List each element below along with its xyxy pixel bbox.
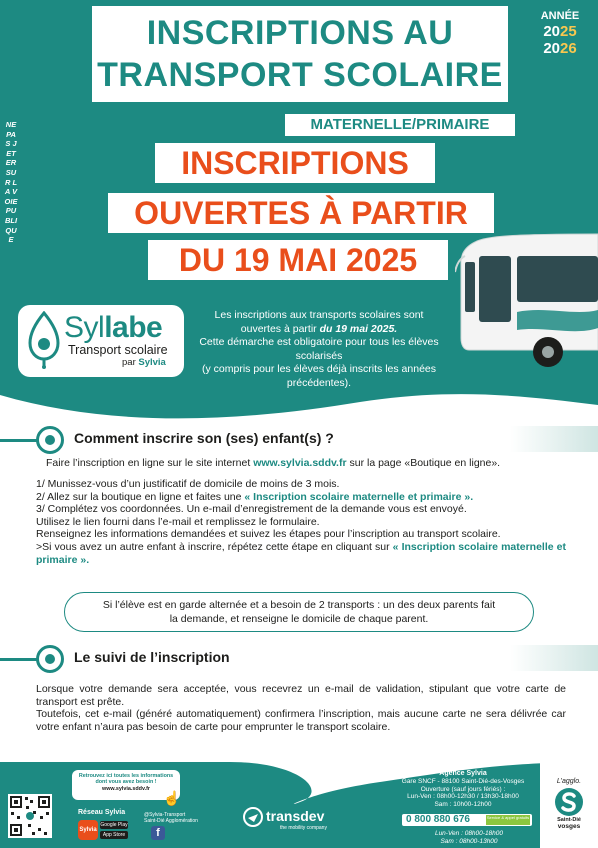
google-play-badge[interactable]: Google Play <box>100 822 128 828</box>
app-store-badge[interactable]: App Store <box>100 831 128 839</box>
agency-name: Agence Sylvia <box>439 770 487 777</box>
year-start-century: 20 <box>543 23 560 40</box>
bubble-line: dont vous avez besoin ! <box>95 779 157 786</box>
agency-address: Gare SNCF - 88100 Saint-Dié-des-Vosges <box>401 777 525 785</box>
school-year <box>530 10 590 57</box>
how-intro <box>46 457 586 469</box>
step-3-detail: Utilisez le lien fourni dans l’e-mail et remplissez le formulaire. <box>36 515 320 528</box>
syllabe-by-word: par <box>122 357 136 368</box>
agglo-label: L’agglo. <box>556 778 582 785</box>
step-1: 1/ Munissez-vous d’un justificatif de domicile de moins de 3 mois. <box>36 478 340 490</box>
year-end-suffix: 26 <box>560 40 577 57</box>
intro-line: scolarisés <box>295 349 343 362</box>
intro-text <box>188 309 450 391</box>
opening-line-3: DU 19 MAI 2025 <box>148 240 448 280</box>
agency-hours: Lun-Ven : 08h00-12h30 / 13h30-18h00 <box>407 793 519 801</box>
step-5 <box>36 541 566 566</box>
hand-pointer-icon: ☝ <box>163 790 181 806</box>
qr-code-graphic <box>8 794 52 838</box>
step-5-text: >Si vous avez un autre enfant à inscrire, répétez cette étape en cliquant sur <box>36 540 393 553</box>
opening-line-2: OUVERTES À PARTIR <box>108 193 494 233</box>
bullet-ring-icon <box>36 645 64 673</box>
intro-line: Les inscriptions aux transports scolaires sont <box>214 309 424 321</box>
follow-paragraph-1: Lorsque votre demande sera acceptée, vous recevrez un e-mail de validation, stipulant que votre carte de transport est prête. <box>36 683 566 708</box>
app-downloads <box>78 819 134 841</box>
reseau-label: Réseau Sylvia <box>78 809 126 816</box>
step-4: Renseignez les informations demandées et suivez les étapes pour l’inscription au transport scolaire. <box>36 528 501 541</box>
bubble-url-link[interactable]: www.sylvia.sddv.fr <box>102 785 150 792</box>
step-2 <box>36 491 566 504</box>
phone-number[interactable]: 0 800 880 676 <box>406 814 470 825</box>
facebook-handle-line: @Sylvia-Transport <box>144 812 186 818</box>
section-follow-heading <box>0 645 598 673</box>
bus-icon <box>455 232 598 382</box>
agglo-dept: vosges <box>557 823 581 830</box>
step-2-highlight: « Inscription scolaire maternelle et primaire ». <box>244 490 474 503</box>
intro-line: Cette démarche est obligatoire pour tous les élèves <box>199 336 439 349</box>
title-box <box>92 6 508 102</box>
follow-text <box>36 683 566 733</box>
agency-info <box>390 770 536 809</box>
facebook-handle <box>144 812 198 824</box>
year-end-century: 20 <box>543 40 560 57</box>
step-3: 3/ Complétez vos coordonnées. Un e-mail d’enregistrement de la demande vous est envoyé. <box>36 503 467 516</box>
section-title: Comment inscrire son (ses) enfant(s) ? <box>74 430 334 446</box>
free-call-badge: Service & appel gratuits <box>486 815 530 825</box>
phone-hours <box>406 830 532 845</box>
agency-hours: Sam : 10h00-12h00 <box>434 801 492 809</box>
school-level: MATERNELLE/PRIMAIRE <box>285 114 515 136</box>
syllabe-logo <box>18 305 184 377</box>
phone-box[interactable] <box>402 814 532 826</box>
intro-line: (y compris pour les élèves déjà inscrits les années <box>201 363 437 376</box>
year-start-suffix: 25 <box>560 23 577 40</box>
vertical-notice: NE PAS JETER SUR LA VOIE PUBLIQUE <box>4 120 18 245</box>
syllabe-word-b: labe <box>104 311 163 344</box>
bullet-dot <box>45 435 55 445</box>
phone-hours-line: Lun-Ven : 08h00-18h00 <box>434 830 504 837</box>
step-2-text: 2/ Allez sur la boutique en ligne et faites une <box>36 490 245 503</box>
steps-list <box>36 478 566 566</box>
syllabe-subtitle: Transport scolaire <box>68 343 168 357</box>
intro-line-part: ouvertes à partir <box>240 322 320 335</box>
section-fade <box>510 645 598 671</box>
bullet-ring-icon <box>36 426 64 454</box>
step-5-highlight: « Inscription scolaire maternelle et primaire ». <box>36 540 566 566</box>
syllabe-by <box>122 357 166 368</box>
section-rule <box>0 439 40 442</box>
agglo-city: Saint-Dié <box>557 817 581 823</box>
syllabe-word-a: Syl <box>64 311 105 344</box>
agency-opening: Ouverture (sauf jours fériés) : <box>420 785 506 793</box>
syllabe-wordmark <box>64 311 162 345</box>
title-line-2: TRANSPORT SCOLAIRE <box>97 56 503 94</box>
year-label: ANNÉE <box>540 10 580 22</box>
bullet-dot <box>45 654 55 664</box>
website-link[interactable]: www.sylvia.sddv.fr <box>253 457 347 469</box>
title-line-1: INSCRIPTIONS AU <box>146 14 454 52</box>
follow-paragraph-2: Toutefois, cet e-mail (généré automatiquement) confirmera l’inscription, mais aucune carte ne sera délivrée car votre enfant n’aura pas besoin de carte pour emprunter le transport scolaire. <box>36 708 566 733</box>
syllabe-by-brand: Sylvia <box>138 357 166 368</box>
qr-code-icon[interactable] <box>8 794 52 838</box>
transdev-logo-icon <box>242 806 264 828</box>
section-fade <box>510 426 598 452</box>
notice-line: Si l’élève est en garde alternée et a besoin de 2 transports : un des deux parents fait <box>102 599 496 611</box>
bubble-line: Retrouvez ici toutes les informations <box>78 773 174 779</box>
transdev-name: transdev <box>266 808 325 824</box>
intro-line <box>188 323 450 337</box>
facebook-handle-line: Saint-Dié Agglomération <box>144 818 198 824</box>
notice-line: la demande, et renseigne le domicile de chaque parent. <box>169 612 429 625</box>
section-how-heading <box>0 426 598 454</box>
custody-notice <box>64 592 534 632</box>
agglo-logo <box>544 778 594 830</box>
sylvia-app-icon[interactable]: Sylvia <box>78 820 98 840</box>
year-start <box>530 23 590 40</box>
how-intro-text: sur la page «Boutique en ligne». <box>346 457 501 469</box>
intro-date: du 19 mai 2025. <box>319 322 398 335</box>
section-rule <box>0 658 40 661</box>
transdev-tagline: the mobility company <box>280 825 327 831</box>
year-end <box>530 40 590 57</box>
how-intro-text: Faire l’inscription en ligne sur le site internet <box>46 457 254 469</box>
section-title: Le suivi de l’inscription <box>74 649 230 665</box>
opening-line-1: INSCRIPTIONS <box>155 143 435 183</box>
location-pin-icon <box>26 311 62 369</box>
agglo-s-icon <box>554 787 584 817</box>
phone-hours-line: Sam : 08h00-13h00 <box>440 837 498 845</box>
intro-line: précédentes). <box>286 376 352 389</box>
facebook-icon[interactable]: f <box>151 826 165 840</box>
